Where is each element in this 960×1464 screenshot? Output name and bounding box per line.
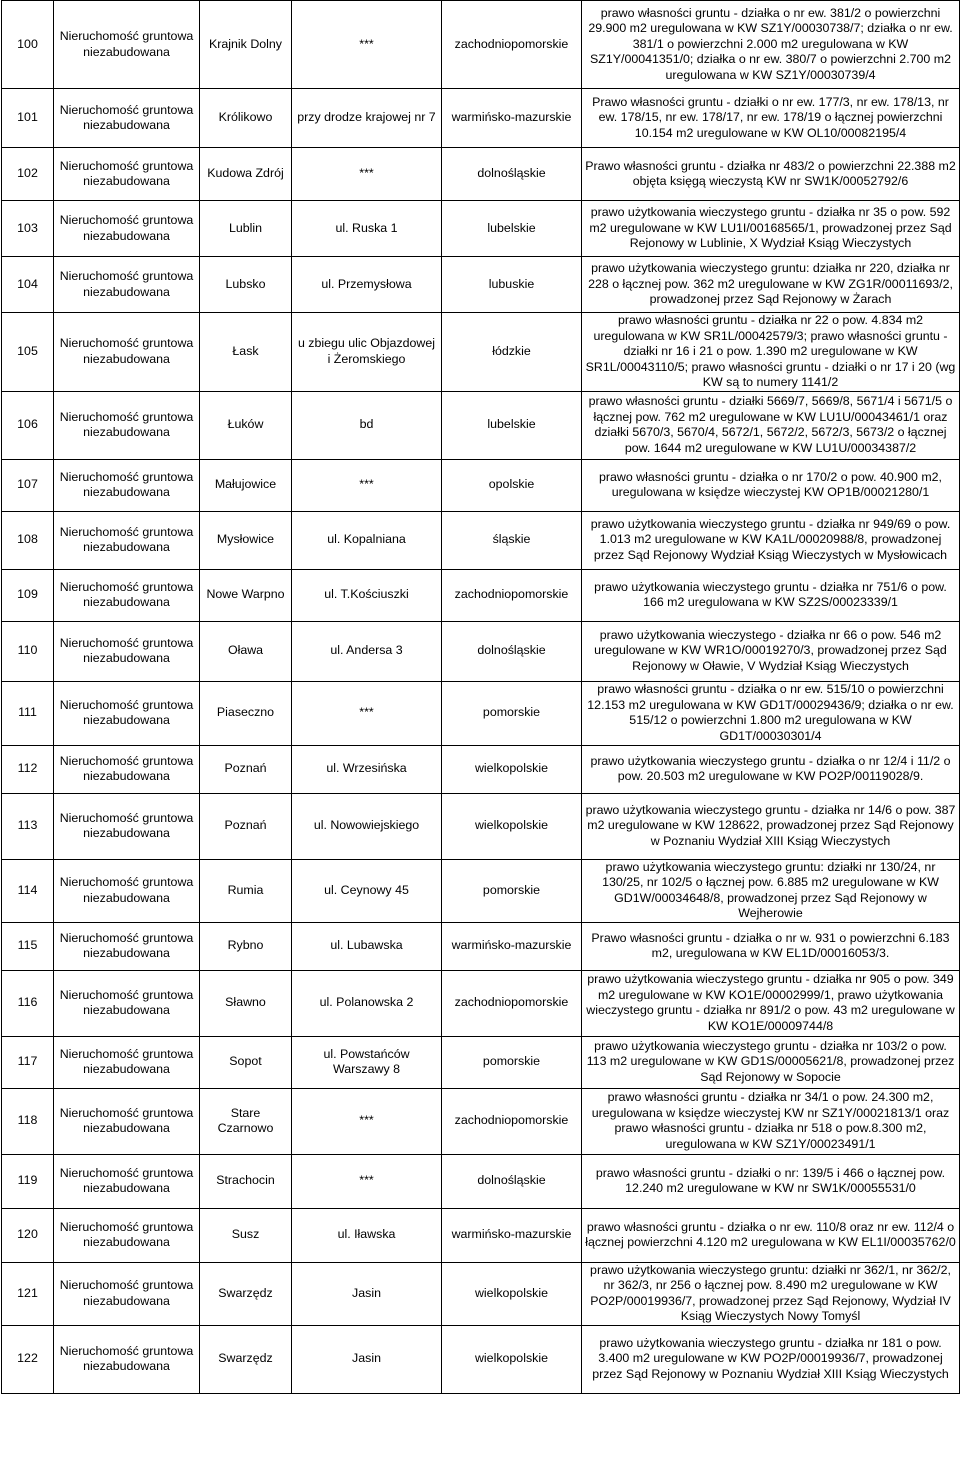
table-row [2,621,960,681]
cell-city: Rumia [200,859,292,922]
cell-city: Swarzędz [200,1262,292,1325]
cell-city: Mysłowice [200,511,292,569]
cell-row-number: 116 [2,970,54,1036]
cell-legal-rights: prawo użytkowania wieczystego gruntu - działka nr 751/6 o pow. 166 m2 uregulowana w KW SZ2S/00023339/1 [582,569,960,621]
cell-street: Jasin [292,1262,442,1325]
cell-region: lubuskie [442,257,582,313]
cell-row-number: 105 [2,313,54,392]
table-row [2,459,960,511]
cell-street: ul. Powstańców Warszawy 8 [292,1036,442,1088]
table-row [2,970,960,1036]
cell-legal-rights: prawo użytkowania wieczystego gruntu: działki nr 362/1, nr 362/2, nr 362/3, nr 256 o łącznej pow. 8.490 m2 uregulowane w KW PO2P/00019936/7, prowadzonej przez Sąd Rejonowy, Wydział IV Ksiąg Wieczystych Nowy Tomyśl [582,1262,960,1325]
cell-legal-rights: prawo użytkowania wieczystego gruntu - działka nr 14/6 o pow. 387 m2 uregulowane w KW 128622, prowadzonej przez Sąd Rejonowy w Poznaniu Wydział XIII Ksiąg Wieczystych [582,793,960,859]
cell-city: Swarzędz [200,1325,292,1393]
cell-property-type: Nieruchomość gruntowa niezabudowana [54,922,200,970]
cell-property-type: Nieruchomość gruntowa niezabudowana [54,859,200,922]
cell-legal-rights: prawo użytkowania wieczystego gruntu - działka nr 181 o pow. 3.400 m2 uregulowane w KW PO2P/00019936/7, prowadzonej przez Sąd Rejonowy w Poznaniu Wydział XIII Ksiąg Wieczystych [582,1325,960,1393]
cell-row-number: 111 [2,681,54,745]
cell-property-type: Nieruchomość gruntowa niezabudowana [54,257,200,313]
cell-region: łódzkie [442,313,582,392]
cell-street: ul. Iławska [292,1208,442,1262]
table-row [2,1208,960,1262]
cell-property-type: Nieruchomość gruntowa niezabudowana [54,89,200,148]
cell-street: ul. Lubawska [292,922,442,970]
cell-region: warmińsko-mazurskie [442,922,582,970]
table-row [2,793,960,859]
cell-property-type: Nieruchomość gruntowa niezabudowana [54,1154,200,1208]
cell-property-type: Nieruchomość gruntowa niezabudowana [54,793,200,859]
cell-property-type: Nieruchomość gruntowa niezabudowana [54,511,200,569]
cell-row-number: 122 [2,1325,54,1393]
cell-legal-rights: prawo własności gruntu - działka o nr ew. 515/10 o powierzchni 12.153 m2 uregulowana w KW GD1T/00029436/9; działka o nr ew. 515/12 o powierzchni 1.800 m2 uregulowana w KW GD1T/00030301/4 [582,681,960,745]
cell-legal-rights: prawo własności gruntu - działki 5669/7, 5669/8, 5671/4 i 5671/5 o łącznej pow. 762 m2 uregulowane w KW LU1U/00043461/1 oraz działki 5670/3, 5670/4, 5672/1, 5672/2, 5672/3, 5673/2 o łącznej pow. 1644 m2 uregulowane w KW LU1U/00034387/2 [582,391,960,459]
cell-row-number: 108 [2,511,54,569]
cell-row-number: 101 [2,89,54,148]
cell-city: Strachocin [200,1154,292,1208]
cell-street: ul. Wrzesińska [292,745,442,793]
cell-legal-rights: prawo użytkowania wieczystego gruntu - działka nr 35 o pow. 592 m2 uregulowane w KW LU1I/00168565/1, prowadzonej przez Sąd Rejonowy w Lublinie, X Wydział Ksiąg Wieczystych [582,201,960,257]
cell-legal-rights: prawo użytkowania wieczystego gruntu - działka nr 949/69 o pow. 1.013 m2 uregulowane w KW KA1L/00020988/8, prowadzonej przez Sąd Rejonowy Wydział Ksiąg Wieczystych w Mysłowicach [582,511,960,569]
cell-legal-rights: prawo własności gruntu - działki o nr: 139/5 i 466 o łącznej pow. 12.240 m2 uregulowane w KW nr SW1K/00055531/0 [582,1154,960,1208]
table-row [2,1036,960,1088]
cell-legal-rights: prawo użytkowania wieczystego gruntu: działki nr 130/24, nr 130/25, nr 102/5 o łącznej pow. 6.885 m2 uregulowane w KW GD1W/00034648/8, prowadzonej przez Sąd Rejonowy w Wejherowie [582,859,960,922]
cell-row-number: 103 [2,201,54,257]
cell-region: pomorskie [442,681,582,745]
cell-row-number: 106 [2,391,54,459]
cell-region: wielkopolskie [442,745,582,793]
cell-city: Sławno [200,970,292,1036]
cell-property-type: Nieruchomość gruntowa niezabudowana [54,1208,200,1262]
cell-street: ul. Andersa 3 [292,621,442,681]
cell-row-number: 117 [2,1036,54,1088]
cell-street: *** [292,681,442,745]
table-row [2,201,960,257]
cell-legal-rights: prawo użytkowania wieczystego gruntu - działka o nr 12/4 i 11/2 o pow. 20.503 m2 uregulowane w KW PO2P/00119028/9. [582,745,960,793]
cell-region: zachodniopomorskie [442,1088,582,1154]
cell-region: lubelskie [442,391,582,459]
cell-region: śląskie [442,511,582,569]
cell-city: Lublin [200,201,292,257]
cell-region: zachodniopomorskie [442,970,582,1036]
cell-row-number: 102 [2,148,54,201]
cell-street: bd [292,391,442,459]
cell-property-type: Nieruchomość gruntowa niezabudowana [54,1262,200,1325]
cell-street: *** [292,1154,442,1208]
cell-property-type: Nieruchomość gruntowa niezabudowana [54,201,200,257]
cell-region: opolskie [442,459,582,511]
table-row [2,89,960,148]
cell-row-number: 110 [2,621,54,681]
table-row [2,313,960,392]
cell-region: pomorskie [442,1036,582,1088]
cell-legal-rights: prawo użytkowania wieczystego gruntu - działka nr 103/2 o pow. 113 m2 uregulowane w KW GD1S/00005621/8, prowadzonej przez Sąd Rejonowy w Sopocie [582,1036,960,1088]
table-row [2,859,960,922]
cell-legal-rights: prawo użytkowania wieczystego - działka nr 66 o pow. 546 m2 uregulowane w KW WR1O/00019270/3, prowadzonej przez Sąd Rejonowy w Oławie, V Wydział Ksiąg Wieczystych [582,621,960,681]
cell-city: Oława [200,621,292,681]
table-row [2,745,960,793]
cell-property-type: Nieruchomość gruntowa niezabudowana [54,391,200,459]
cell-street: ul. Ceynowy 45 [292,859,442,922]
cell-street: *** [292,459,442,511]
cell-row-number: 109 [2,569,54,621]
cell-property-type: Nieruchomość gruntowa niezabudowana [54,970,200,1036]
cell-city: Kudowa Zdrój [200,148,292,201]
cell-row-number: 114 [2,859,54,922]
table-row [2,148,960,201]
cell-city: Łuków [200,391,292,459]
cell-property-type: Nieruchomość gruntowa niezabudowana [54,148,200,201]
cell-street: ul. T.Kościuszki [292,569,442,621]
cell-city: Stare Czarnowo [200,1088,292,1154]
table-row [2,922,960,970]
cell-city: Sopot [200,1036,292,1088]
cell-legal-rights: prawo własności gruntu - działka nr 22 o pow. 4.834 m2 uregulowana w KW SR1L/00042579/3; prawo własności gruntu - działki nr 16 i 21 o pow. 1.390 m2 uregulowane w KW SR1L/00043110/5; prawo własności gruntu - działki o nr 17 i 20 (wg KW są to numery 1141/2 [582,313,960,392]
cell-row-number: 121 [2,1262,54,1325]
cell-legal-rights: Prawo własności gruntu - działka o nr w. 931 o powierzchni 6.183 m2, uregulowana w KW EL1D/00016053/3. [582,922,960,970]
cell-city: Rybno [200,922,292,970]
cell-row-number: 113 [2,793,54,859]
cell-city: Lubsko [200,257,292,313]
cell-legal-rights: Prawo własności gruntu - działka nr 483/2 o powierzchni 22.388 m2 objęta księgą wieczystą KW nr SW1K/00052792/6 [582,148,960,201]
cell-region: dolnośląskie [442,621,582,681]
cell-region: warmińsko-mazurskie [442,89,582,148]
table-row [2,391,960,459]
cell-street: u zbiegu ulic Objazdowej i Żeromskiego [292,313,442,392]
cell-property-type: Nieruchomość gruntowa niezabudowana [54,569,200,621]
cell-city: Królikowo [200,89,292,148]
cell-city: Małujowice [200,459,292,511]
cell-property-type: Nieruchomość gruntowa niezabudowana [54,1325,200,1393]
cell-street: *** [292,148,442,201]
cell-street: przy drodze krajowej nr 7 [292,89,442,148]
cell-street: *** [292,1,442,89]
cell-property-type: Nieruchomość gruntowa niezabudowana [54,745,200,793]
cell-street: *** [292,1088,442,1154]
cell-street: ul. Przemysłowa [292,257,442,313]
table-row [2,1088,960,1154]
cell-city: Poznań [200,745,292,793]
cell-region: wielkopolskie [442,1262,582,1325]
table-row [2,257,960,313]
cell-legal-rights: prawo własności gruntu - działka o nr ew. 381/2 o powierzchni 29.900 m2 uregulowana w KW SZ1Y/00030738/7; działka o nr ew. 381/1 o powierzchni 2.000 m2 uregulowana w KW SZ1Y/00041351/0; działka o nr ew. 380/7 o powierzchni 2.700 m2 uregulowana w KW SZ1Y/00030739/4 [582,1,960,89]
table-row [2,681,960,745]
cell-legal-rights: prawo użytkowania wieczystego gruntu - działka nr 905 o pow. 349 m2 uregulowane w KW KO1E/00002999/1, prawo użytkowania wieczystego gruntu - działka nr 891/2 o pow. 43 m2 uregulowane w KW KO1E/00009744/8 [582,970,960,1036]
cell-region: lubelskie [442,201,582,257]
cell-region: zachodniopomorskie [442,569,582,621]
cell-region: dolnośląskie [442,148,582,201]
cell-street: ul. Polanowska 2 [292,970,442,1036]
cell-city: Nowe Warpno [200,569,292,621]
table-row [2,1325,960,1393]
property-table-body [2,1,960,1394]
cell-legal-rights: prawo użytkowania wieczystego gruntu: działka nr 220, działka nr 228 o łącznej pow. 362 m2 uregulowane w KW ZG1R/00011693/2, prowadzonej przez Sąd Rejonowy w Żarach [582,257,960,313]
cell-city: Susz [200,1208,292,1262]
cell-row-number: 112 [2,745,54,793]
cell-legal-rights: prawo własności gruntu - działka o nr 170/2 o pow. 40.900 m2, uregulowana w księdze wieczystej KW OP1B/00021280/1 [582,459,960,511]
cell-street: ul. Ruska 1 [292,201,442,257]
cell-row-number: 118 [2,1088,54,1154]
cell-region: wielkopolskie [442,1325,582,1393]
cell-row-number: 107 [2,459,54,511]
cell-property-type: Nieruchomość gruntowa niezabudowana [54,1,200,89]
cell-property-type: Nieruchomość gruntowa niezabudowana [54,313,200,392]
table-row [2,1154,960,1208]
cell-street: Jasin [292,1325,442,1393]
cell-row-number: 120 [2,1208,54,1262]
cell-row-number: 100 [2,1,54,89]
cell-street: ul. Nowowiejskiego [292,793,442,859]
cell-city: Poznań [200,793,292,859]
cell-legal-rights: prawo własności gruntu - działka o nr ew. 110/8 oraz nr ew. 112/4 o łącznej powierzchni 4.120 m2 uregulowana w KW EL1I/00035762/0 [582,1208,960,1262]
cell-city: Piaseczno [200,681,292,745]
cell-row-number: 115 [2,922,54,970]
cell-property-type: Nieruchomość gruntowa niezabudowana [54,1088,200,1154]
table-row [2,1,960,89]
cell-legal-rights: Prawo własności gruntu - działki o nr ew. 177/3, nr ew. 178/13, nr ew. 178/15, nr ew. 178/17, nr ew. 178/19 o łącznej powierzchni 10.154 m2 uregulowane w KW OL10/00082195/4 [582,89,960,148]
cell-property-type: Nieruchomość gruntowa niezabudowana [54,681,200,745]
cell-region: zachodniopomorskie [442,1,582,89]
cell-city: Łask [200,313,292,392]
cell-row-number: 104 [2,257,54,313]
property-table [1,0,960,1394]
table-row [2,569,960,621]
cell-region: wielkopolskie [442,793,582,859]
cell-row-number: 119 [2,1154,54,1208]
table-row [2,1262,960,1325]
cell-property-type: Nieruchomość gruntowa niezabudowana [54,459,200,511]
cell-region: pomorskie [442,859,582,922]
cell-region: dolnośląskie [442,1154,582,1208]
cell-street: ul. Kopalniana [292,511,442,569]
cell-legal-rights: prawo własności gruntu - działka nr 34/1 o pow. 24.300 m2, uregulowana w księdze wieczystej KW nr SZ1Y/00021813/1 oraz prawo własności gruntu - działka nr 518 o pow.8.300 m2, uregulowana w KW SZ1Y/00023491/1 [582,1088,960,1154]
cell-city: Krajnik Dolny [200,1,292,89]
table-row [2,511,960,569]
cell-property-type: Nieruchomość gruntowa niezabudowana [54,621,200,681]
cell-property-type: Nieruchomość gruntowa niezabudowana [54,1036,200,1088]
cell-region: warmińsko-mazurskie [442,1208,582,1262]
